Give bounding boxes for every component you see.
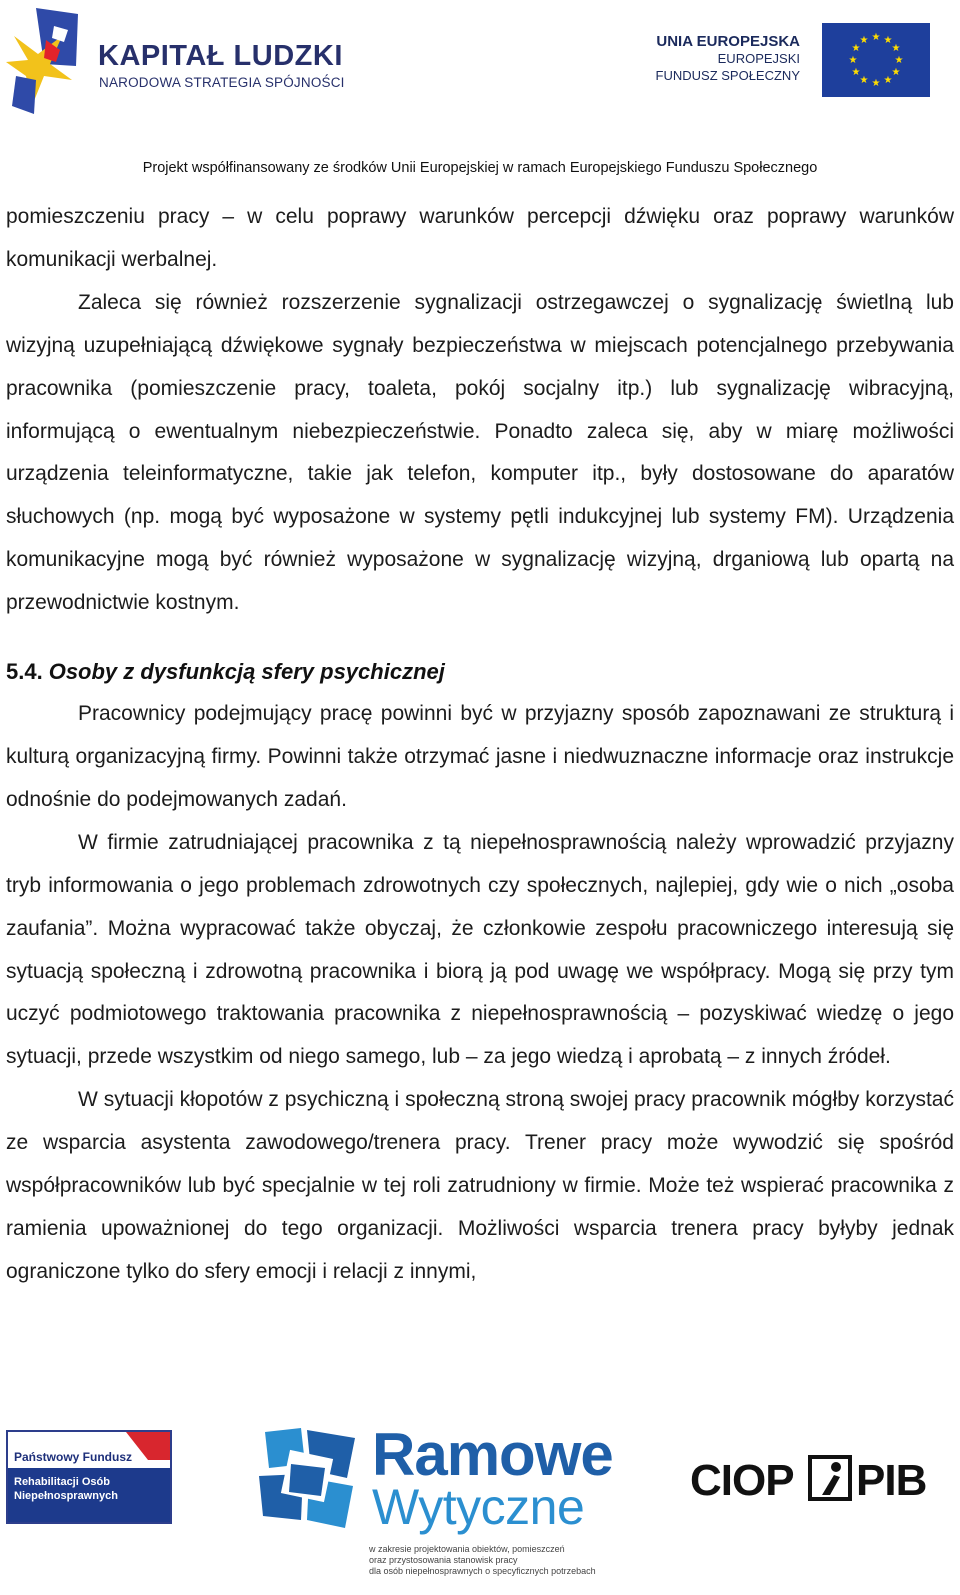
- paragraph-1: pomieszczeniu pracy – w celu poprawy warunków percepcji dźwięku oraz poprawy warunków komunikacji werbalnej.: [6, 205, 954, 271]
- pfron-line-3: Niepełnosprawnych: [14, 1490, 118, 1502]
- page-footer: [0, 1420, 960, 1595]
- svg-text:★: ★: [859, 75, 869, 86]
- svg-text:★: ★: [851, 67, 861, 78]
- svg-text:★: ★: [859, 35, 869, 46]
- section-heading: [6, 651, 954, 693]
- wytyczne-title: Wytyczne: [372, 1479, 585, 1535]
- pfron-line-2: Rehabilitacji Osób: [14, 1476, 110, 1488]
- rw-desc-line-1: w zakresie projektowania obiektów, pomieszczeń: [369, 1544, 565, 1554]
- rw-desc-line-2: oraz przystosowania stanowisk pracy: [369, 1555, 518, 1565]
- svg-text:★: ★: [851, 43, 861, 54]
- paragraph-4: W firmie zatrudniającej pracownika z tą niepełnosprawnością należy wprowadzić przyjazny tryb informowania o jego problemach zdrowotnych czy społecznych, najlepiej, gdy wie o nich „osoba zaufania”. Można wypracować także obyczaj, że członkowie zespołu pracowniczego interesują się sytuacją społeczną i zdrowotną pracownika i biorą ją pod uwagę we współpracy. Mogą się przy tym uczyć podmiotowego traktowania pracownika z niepełnosprawnością – pozyskiwać wiedzę o jego sytuacji, przede wszystkim od niego samego, lub – za jego wiedzą i aprobatą – z innych źródeł.: [6, 830, 954, 1069]
- paragraph-2: Zaleca się również rozszerzenie sygnalizacji ostrzegawczej o sygnalizację świetlną lub wizyjną uzupełniającą dźwiękowe sygnały bezpieczeństwa w miejscach potencjalnego przebywania pracownika (pomieszczenie pracy, toaleta, pokój socjalny itp.) lub sygnalizację wibracyjną, informującą o ewentualnym niebezpieczeństwie. Ponadto zaleca się, aby w miarę możliwości urządzenia teleinformatyczne, takie jak telefon, komputer itp., były dostosowane do aparatów słuchowych (np. mogą być wyposażone w systemy pętli indukcyjnej lub systemy FM). Urządzenia komunikacyjne mogą być również wyposażone w sygnalizację wizyjną, drganiową lub opartą na przewodnictwie kostnym.: [6, 290, 954, 615]
- pfron-logo: [6, 1430, 172, 1524]
- pfron-line-1: Państwowy Fundusz: [14, 1450, 133, 1464]
- svg-text:★: ★: [894, 55, 904, 66]
- svg-text:★: ★: [891, 67, 901, 78]
- svg-text:★: ★: [883, 75, 893, 86]
- svg-text:★: ★: [871, 32, 881, 43]
- kapital-ludzki-star-icon: [6, 6, 86, 118]
- eu-flag-icon: [822, 23, 930, 97]
- rw-desc-line-3: dla osób niepełnosprawnych o specyficznych potrzebach: [369, 1566, 596, 1576]
- section-title: Osoby z dysfunkcją sfery psychicznej: [48, 659, 445, 685]
- ciop-text: CIOP: [690, 1456, 794, 1501]
- ciop-pib-logo: [690, 1455, 942, 1501]
- svg-text:★: ★: [848, 55, 858, 66]
- svg-text:★: ★: [891, 43, 901, 54]
- eu-line-3: FUNDUSZ SPOŁECZNY: [655, 68, 800, 83]
- ciop-person-icon: [810, 1457, 850, 1499]
- svg-text:★: ★: [871, 78, 881, 89]
- pib-text: PIB: [856, 1456, 927, 1501]
- eu-fund-label: [640, 33, 800, 84]
- document-body: [6, 196, 954, 1294]
- section-number: 5.4.: [6, 659, 43, 685]
- svg-text:★: ★: [883, 35, 893, 46]
- paragraph-5: W sytuacji kłopotów z psychiczną i społeczną stroną swojej pracy pracownik mógłby korzystać ze wsparcia asystenta zawodowego/trenera pracy. Trener pracy może wywodzić się spośród współpracowników lub być specjalnie w tej roli zatrudniony w firmie. Może też wspierać pracownika z ramienia upoważnionej do tego organizacji. Możliwości wsparcia trenera pracy byłyby jednak ograniczone tylko do sfery emocji i relacji z innymi,: [6, 1088, 954, 1283]
- eu-line-2: EUROPEJSKI: [717, 51, 800, 66]
- ramowe-description: [369, 1544, 596, 1577]
- cofinancing-note: Projekt współfinansowany ze środków Unii Europejskiej w ramach Europejskiego Funduszu Społecznego: [142, 160, 818, 176]
- ramowe-wytyczne-mark-icon: [255, 1424, 365, 1534]
- page-header: [0, 0, 960, 185]
- kapital-ludzki-title: KAPITAŁ LUDZKI: [98, 40, 343, 72]
- ramowe-title: Ramowe: [372, 1421, 613, 1488]
- kapital-ludzki-subtitle: NARODOWA STRATEGIA SPÓJNOŚCI: [99, 75, 345, 90]
- paragraph-3: Pracownicy podejmujący pracę powinni być w przyjazny sposób zapoznawani ze strukturą i kulturą organizacyjną firmy. Powinni także otrzymać jasne i niedwuznaczne informacje oraz instrukcje odnośnie do podejmowanych zadań.: [6, 702, 954, 811]
- eu-line-1: UNIA EUROPEJSKA: [656, 33, 800, 50]
